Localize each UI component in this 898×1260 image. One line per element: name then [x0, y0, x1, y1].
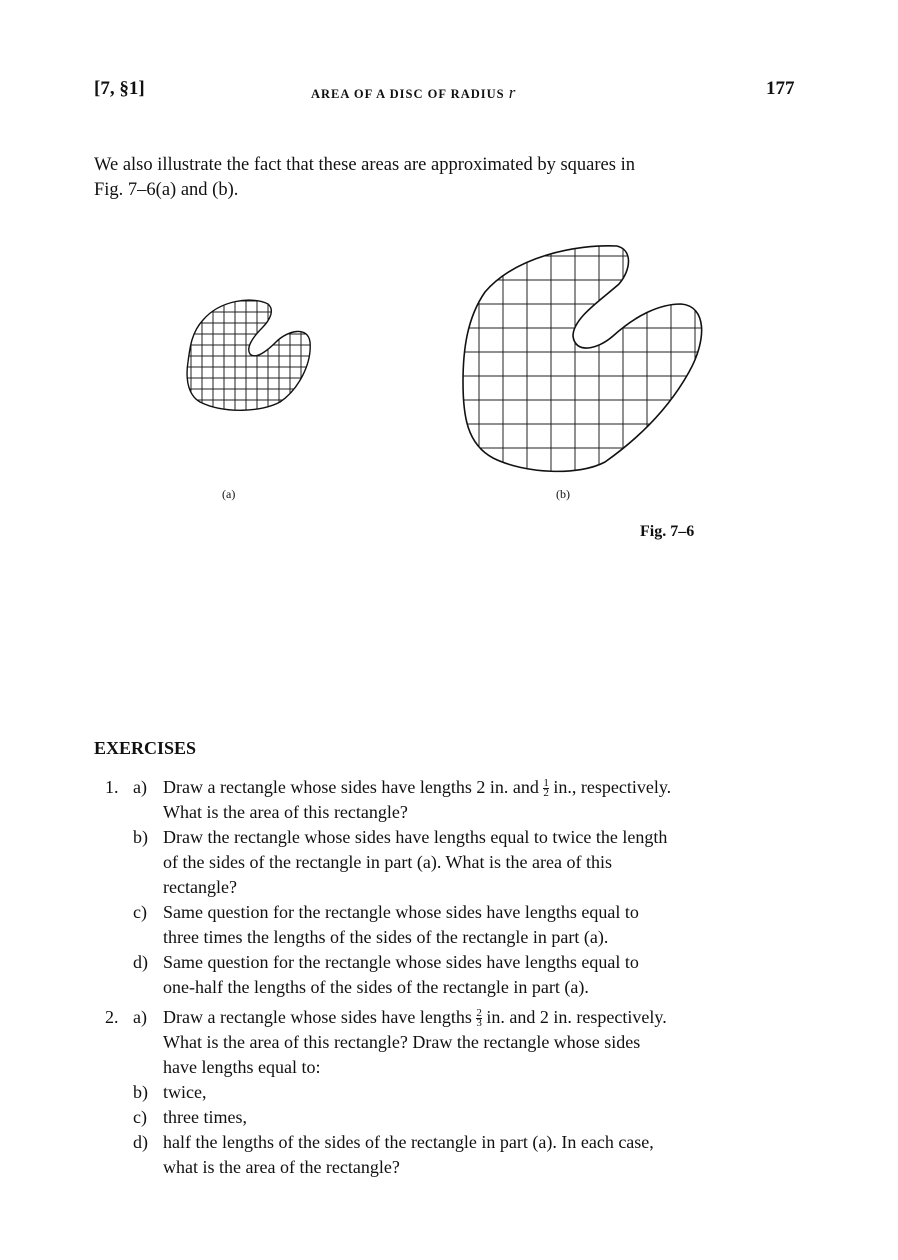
- exercise-1a-text-post: in., respectively.: [553, 777, 672, 797]
- figure-b: [455, 232, 715, 477]
- intro-line-1: We also illustrate the fact that these areas are approximated by squares in: [94, 155, 635, 175]
- exercise-2a-text-post: in. and 2 in. respectively.: [486, 1007, 667, 1027]
- exercise-2a-letter: a): [133, 1007, 147, 1027]
- exercise-2-number: 2.: [105, 1007, 119, 1027]
- figure-a-caption: (a): [222, 487, 236, 501]
- figure-a: [180, 290, 320, 420]
- exercise-1b-line-1: Draw the rectangle whose sides have lengths equal to twice the length: [163, 827, 668, 847]
- exercise-2d-letter: d): [133, 1132, 148, 1152]
- intro-line-2: Fig. 7–6(a) and (b).: [94, 180, 239, 200]
- exercise-1d-letter: d): [133, 952, 148, 972]
- figure-a-grid: [180, 290, 320, 420]
- exercise-1b-line-2: of the sides of the rectangle in part (a). What is the area of this: [163, 852, 612, 872]
- exercise-1a-letter: a): [133, 777, 147, 797]
- exercise-2a-line-1: [163, 1005, 667, 1030]
- figure-b-grid: [455, 232, 715, 477]
- exercise-2a-line-2: What is the area of this rectangle? Draw the rectangle whose sides: [163, 1032, 641, 1052]
- fraction-numerator: 2: [476, 1007, 482, 1020]
- exercise-1b-letter: b): [133, 827, 148, 847]
- exercise-1c-line-1: Same question for the rectangle whose sides have lengths equal to: [163, 902, 639, 922]
- exercise-2d-line-2: what is the area of the rectangle?: [163, 1157, 400, 1177]
- exercise-1c-letter: c): [133, 902, 147, 922]
- figure-b-caption: (b): [556, 487, 570, 501]
- figure-a-outline: [187, 300, 310, 410]
- fraction-two-thirds: [476, 1009, 482, 1028]
- exercise-2a-text-pre: Draw a rectangle whose sides have lengths: [163, 1007, 472, 1027]
- figure-label: Fig. 7–6: [640, 523, 695, 540]
- exercise-1a-line-2: What is the area of this rectangle?: [163, 802, 408, 822]
- fraction-numerator: 1: [543, 777, 549, 790]
- exercise-2c-line-1: three times,: [163, 1107, 247, 1127]
- exercises-heading: EXERCISES: [94, 738, 197, 758]
- running-title-variable: r: [508, 83, 516, 102]
- exercise-1d-line-2: one-half the lengths of the sides of the rectangle in part (a).: [163, 977, 589, 997]
- exercise-1b-line-3: rectangle?: [163, 877, 237, 897]
- exercise-1a-text-pre: Draw a rectangle whose sides have lengths 2 in. and: [163, 777, 539, 797]
- fraction-one-half: [543, 779, 549, 798]
- exercise-1a-line-1: [163, 775, 671, 800]
- exercise-2b-letter: b): [133, 1082, 148, 1102]
- exercise-2b-line-1: twice,: [163, 1082, 207, 1102]
- exercise-1d-line-1: Same question for the rectangle whose sides have lengths equal to: [163, 952, 639, 972]
- section-reference: [7, §1]: [94, 78, 145, 99]
- exercise-1c-line-2: three times the lengths of the sides of the rectangle in part (a).: [163, 927, 609, 947]
- exercise-1-number: 1.: [105, 777, 119, 797]
- exercise-2c-letter: c): [133, 1107, 147, 1127]
- running-title-text: AREA OF A DISC OF RADIUS: [311, 87, 505, 101]
- exercise-2d-line-1: half the lengths of the sides of the rectangle in part (a). In each case,: [163, 1132, 654, 1152]
- fraction-denominator: 3: [476, 1017, 482, 1030]
- page-number: 177: [766, 78, 795, 99]
- exercise-2a-line-3: have lengths equal to:: [163, 1057, 321, 1077]
- fraction-denominator: 2: [543, 787, 549, 800]
- running-title: [311, 83, 515, 103]
